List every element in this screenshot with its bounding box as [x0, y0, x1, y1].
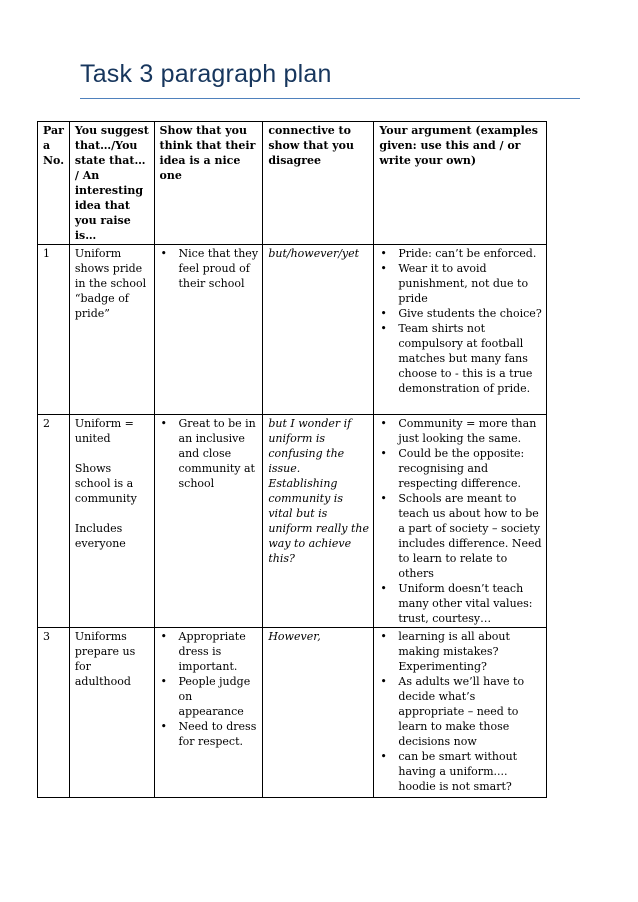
bullet-dot-icon: • [160, 630, 168, 643]
table-row [38, 245, 547, 415]
list-item: • Appropriate dress is important. [160, 630, 246, 673]
bullet-dot-icon: • [380, 417, 387, 430]
line-gap [75, 506, 150, 521]
list-item: • Could be the opposite: recognising and respecting difference. [380, 447, 525, 490]
list-item: • As adults we’ll have to decide what’s appropriate – need to learn to make those decisions now [380, 675, 525, 748]
bullet-dot-icon: • [380, 307, 387, 320]
argument-bullet-list [379, 416, 542, 626]
show-bullet-list [160, 416, 259, 491]
argument-cell [374, 415, 547, 628]
suggest-cell [69, 415, 154, 628]
list-item: • Pride: can’t be enforced. [380, 247, 537, 260]
suggest-cell [69, 245, 154, 415]
bullet-dot-icon: • [380, 247, 387, 260]
list-item: • Team shirts not compulsory at football matches but many fans choose to - this is a true demonstration of pride. [380, 322, 533, 395]
bullet-dot-icon: • [380, 322, 387, 335]
bullet-dot-icon: • [160, 247, 168, 260]
list-item: • Wear it to avoid punishment, not due to pride [380, 262, 529, 305]
header-connective: connective to show that you disagree [263, 122, 374, 245]
header-row [38, 122, 547, 245]
page-title: Task 3 paragraph plan [80, 60, 332, 88]
list-item: • Need to dress for respect. [160, 720, 257, 748]
para-number-cell: 3 [38, 628, 70, 798]
bullet-dot-icon: • [380, 582, 387, 595]
header-your-argument: Your argument (examples given: use this and / or write your own) [374, 122, 547, 245]
list-item: • Uniform doesn’t teach many other vital values: trust, courtesy… [380, 582, 533, 625]
bullet-dot-icon: • [380, 630, 387, 643]
list-item: • People judge on appearance [160, 675, 251, 718]
argument-bullet-list [379, 629, 542, 794]
suggest-line: Includes everyone [74, 522, 126, 550]
list-item: • Community = more than just looking the same. [380, 417, 537, 445]
show-cell [154, 415, 263, 628]
header-show-nice-idea: Show that you think that their idea is a nice one [154, 122, 263, 245]
show-cell [154, 245, 263, 415]
argument-cell [374, 245, 547, 415]
list-item: • Great to be in an inclusive and close community at school [160, 417, 256, 490]
bullet-dot-icon: • [380, 447, 387, 460]
suggest-cell [69, 628, 154, 798]
bullet-dot-icon: • [380, 492, 387, 505]
connective-cell: but/however/yet [263, 245, 374, 415]
list-item: • Give students the choice? [380, 307, 542, 320]
list-item: • Nice that they feel proud of their school [160, 247, 259, 290]
title-underline [80, 98, 580, 99]
list-item: • Schools are meant to teach us about how to be a part of society – society includes difference. Need to learn to relate to others [380, 492, 542, 580]
bullet-dot-icon: • [160, 417, 168, 430]
line-gap [75, 446, 150, 461]
show-bullet-list [160, 629, 259, 749]
bullet-dot-icon: • [380, 675, 387, 688]
bullet-dot-icon: • [380, 262, 387, 275]
table-row [38, 415, 547, 628]
argument-cell [374, 628, 547, 798]
show-cell [154, 628, 263, 798]
argument-bullet-list [379, 246, 542, 396]
suggest-line: Uniforms prepare us for adulthood [74, 630, 136, 688]
suggest-line: Shows school is a community [74, 462, 137, 505]
para-number-cell: 1 [38, 245, 70, 415]
paragraph-plan-table [37, 121, 547, 798]
bullet-dot-icon: • [380, 750, 387, 763]
list-item: • can be smart without having a uniform.... hoodie is not smart? [380, 750, 518, 793]
para-number-cell: 2 [38, 415, 70, 628]
header-you-suggest: You suggest that…/You state that… / An interesting idea that you raise is… [69, 122, 154, 245]
suggest-line: Uniform shows pride in the school “badge of pride” [74, 247, 147, 320]
connective-cell: but I wonder if uniform is confusing the issue. Establishing community is vital but is uniform really the way to achieve this? [263, 415, 374, 628]
header-para-no: Para No. [38, 122, 70, 245]
table-row [38, 628, 547, 798]
list-item: • learning is all about making mistakes? Experimenting? [380, 630, 510, 673]
connective-cell: However, [263, 628, 374, 798]
suggest-line: Uniform = united [74, 417, 134, 445]
bullet-dot-icon: • [160, 720, 168, 733]
bullet-dot-icon: • [160, 675, 168, 688]
show-bullet-list [160, 246, 259, 291]
